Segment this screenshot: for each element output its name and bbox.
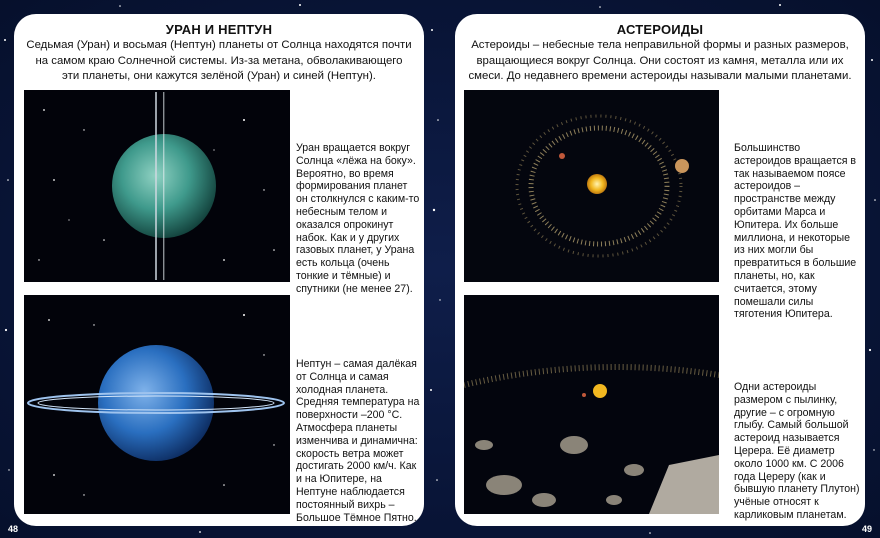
intro-paragraph: Астероиды – небесные тела неправильной формы и разных размеров, вращающиеся вокруг Солнца. Они состоят из камня, металла или их смеси. До недавнего времени астероиды называли малыми планетами.: [468, 39, 852, 82]
neptune-description: Нептун – самая далёкая от Солнца и самая холодная планета. Средняя температура на поверхности –200 °С. Атмосфера планеты изменчива и динамична: скорость ветра может достигать 2000 км/ч. Как и на Юпитере, на Нептуне наблюдается постоянный вихрь – Большое Тёмное Пятно.: [296, 358, 420, 524]
page-number-left: 48: [8, 524, 19, 534]
page-right: [455, 14, 865, 526]
ceres-description: Одни астероиды размером с пылинку, другие – с огромную глыбу. Самый большой астероид называется Церера. Её диаметр около 1000 км. С 2006 года Цереру (как и бывшую планету Плутон) учёные относят к карликовым планетам.: [734, 381, 860, 521]
uranus-image: [24, 90, 290, 282]
page-title-uranus-neptune: УРАН И НЕПТУН: [165, 22, 273, 37]
page-left: [14, 14, 424, 526]
uranus-description: Уран вращается вокруг Солнца «лёжа на боку». Вероятно, во время формирования планет он столкнулся с каким-то небесным телом и оказался опрокинут набок. Как и у других газовых планет, у Урана есть кольца (очень тонкие и тёмные) и спутники (не менее 27).: [296, 142, 420, 295]
asteroid-belt-description: Большинство астероидов вращается в так называемом поясе астероидов – пространстве между орбитами Марса и Юпитера. Их больше миллиона, и некоторые из них могли бы превратиться в большие планеты, но, как считается, этому помешали силы тяготения Юпитера.: [734, 142, 857, 321]
asteroid-belt-image: [464, 90, 719, 282]
page-title-asteroids: АСТЕРОИДЫ: [616, 22, 704, 37]
page-number-right: 49: [861, 524, 872, 534]
intro-paragraph: Седьмая (Уран) и восьмая (Нептун) планеты от Солнца находятся почти на самом краю Солнечной системы. Из-за метана, обволакивающего эти планеты, они кажутся зелёной (Уран) и синей (Нептун).: [26, 39, 412, 82]
asteroids-closeup-image: [464, 295, 719, 514]
neptune-image: [24, 295, 290, 514]
